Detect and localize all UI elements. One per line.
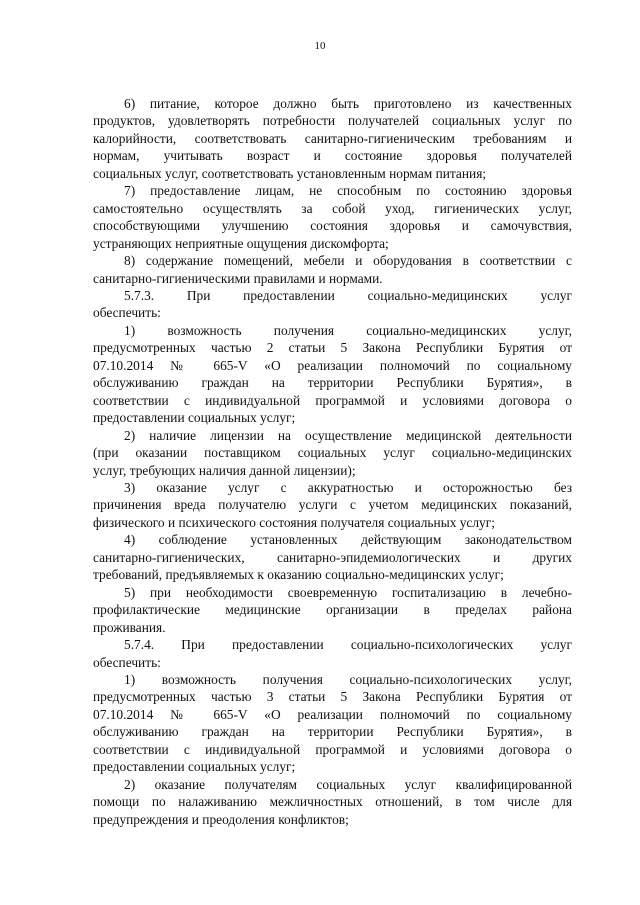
text-line: 2) наличие лицензии на осуществление медицинской деятельности: [124, 427, 572, 443]
text-line: профилактические медицинские организации в пределах района: [93, 602, 572, 618]
text-line: 5) при необходимости своевременную госпитализацию в лечебно-: [124, 584, 572, 600]
text-line: 5.7.3. При предоставлении социально-медицинских услуг: [124, 287, 572, 303]
text-line: предупреждения и преодоления конфликтов;: [93, 811, 349, 827]
text-line: соответствии с индивидуальной программой и условиями договора о: [93, 392, 572, 408]
text-line: 8) содержание помещений, мебели и оборудования в соответствии с: [124, 253, 572, 269]
text-line: 7) предоставление лицам, не способным по состоянию здоровья: [124, 183, 572, 199]
paragraph: [93, 776, 572, 828]
text-line: предоставлении социальных услуг;: [93, 410, 296, 426]
text-line: калорийности, соответствовать санитарно-гигиеническим требованиям и: [93, 130, 572, 146]
text-line: обеспечить:: [93, 654, 161, 670]
text-line: физического и психического состояния получателя социальных услуг;: [93, 514, 495, 530]
page-number: 10: [314, 40, 326, 52]
paragraph: [93, 427, 572, 479]
text-line: предоставлении социальных услуг;: [93, 759, 296, 775]
text-line: соответствии с индивидуальной программой и условиями договора о: [93, 741, 572, 757]
text-line: проживания.: [93, 619, 166, 635]
text-line: 07.10.2014 № 665-V «О реализации полномочий по социальному: [93, 706, 572, 722]
text-line: 2) оказание получателям социальных услуг квалифицированной: [124, 776, 572, 792]
text-line: 07.10.2014 № 665-V «О реализации полномочий по социальному: [93, 357, 572, 373]
text-line: устраняющих неприятные ощущения дискомфорта;: [93, 235, 389, 251]
text-line: социальных услуг, соответствовать установленным нормам питания;: [93, 165, 487, 181]
text-line: продуктов, удовлетворять потребности получателей социальных услуг по: [93, 113, 572, 129]
paragraph: [93, 531, 572, 583]
paragraph: [93, 95, 572, 182]
text-line: услуг, требующих наличия данной лицензии);: [93, 462, 356, 478]
text-line: причинения вреда получателю услуги с учетом медицинских показаний,: [93, 497, 572, 513]
paragraph: [93, 322, 572, 427]
text-line: обслуживанию граждан на территории Республики Бурятия», в: [93, 375, 572, 391]
paragraph: [93, 671, 572, 776]
text-line: нормам, учитывать возраст и состояние здоровья получателей: [93, 148, 572, 164]
text-line: 6) питание, которое должно быть приготовлено из качественных: [124, 96, 572, 111]
text-line: 3) оказание услуг с аккуратностью и осторожностью без: [124, 479, 572, 495]
paragraph: [93, 287, 572, 322]
text-line: обслуживанию граждан на территории Республики Бурятия», в: [93, 724, 572, 740]
text-line: санитарно-гигиеническими правилами и нормами.: [93, 270, 383, 286]
document-body: [93, 95, 572, 828]
paragraph: [93, 182, 572, 252]
paragraph: [93, 636, 572, 671]
text-line: санитарно-гигиенических, санитарно-эпидемиологических и других: [93, 549, 572, 565]
text-line: самостоятельно осуществлять за собой уход, гигиенических услуг,: [93, 200, 572, 216]
text-line: 5.7.4. При предоставлении социально-психологических услуг: [124, 637, 572, 653]
text-line: предусмотренных частью 3 статьи 5 Закона Республики Бурятия от: [93, 689, 572, 705]
text-line: требований, предъявляемых к оказанию социально-медицинских услуг;: [93, 567, 504, 583]
text-line: предусмотренных частью 2 статьи 5 Закона Республики Бурятия от: [93, 340, 572, 356]
paragraph: [93, 584, 572, 636]
text-line: 4) соблюдение установленных действующим законодательством: [124, 532, 572, 548]
text-line: 1) возможность получения социально-психологических услуг,: [124, 671, 572, 687]
paragraph: [93, 479, 572, 531]
text-line: (при оказании поставщиком социальных услуг социально-медицинских: [93, 445, 572, 461]
paragraph: [93, 252, 572, 287]
text-line: помощи по налаживанию межличностных отношений, в том числе для: [93, 794, 572, 810]
text-line: 1) возможность получения социально-медицинских услуг,: [124, 322, 572, 338]
text-line: способствующими улучшению состояния здоровья и самочувствия,: [93, 218, 572, 234]
text-line: обеспечить:: [93, 305, 161, 321]
